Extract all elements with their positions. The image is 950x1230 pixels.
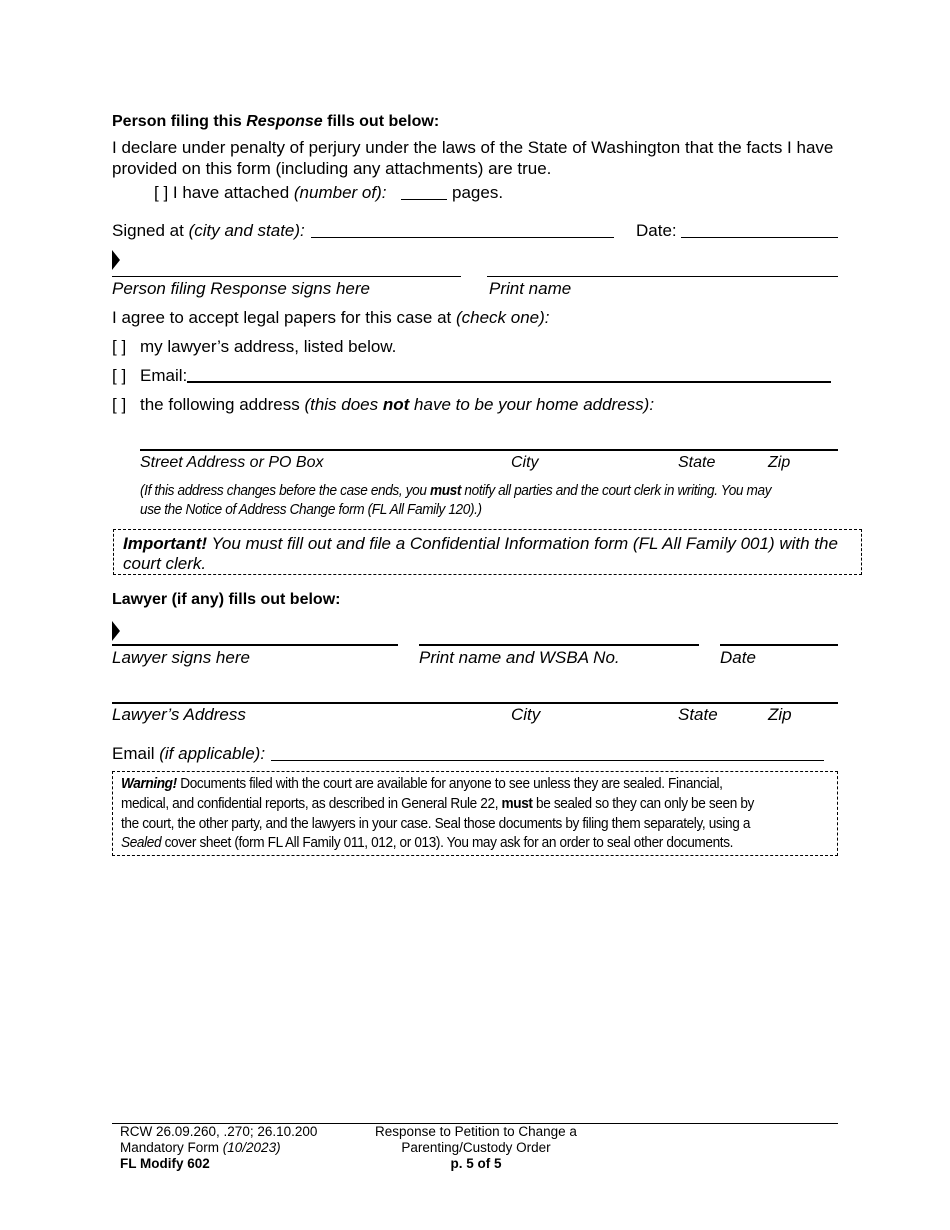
footer-title-line-1: Response to Petition to Change a bbox=[375, 1124, 577, 1139]
option-address-hint-not: not bbox=[382, 395, 410, 414]
lawyer-email-label bbox=[112, 743, 265, 764]
footer-page-number: p. 5 of 5 bbox=[450, 1156, 502, 1171]
warning-line-3: the court, the other party, and the lawyers in your case. Seal those documents by filing them separately, using a bbox=[121, 816, 751, 832]
warning-line-1 bbox=[121, 775, 723, 794]
option-address-hint-a: (this does bbox=[304, 395, 383, 414]
state-label: State bbox=[678, 454, 716, 471]
attached-hint: (number of): bbox=[293, 183, 387, 202]
note-must: must bbox=[429, 483, 462, 499]
sign-here-arrow-icon bbox=[112, 250, 120, 270]
heading-response-word: Response bbox=[246, 113, 323, 130]
option-address-hint-c: have to be your home address): bbox=[409, 395, 655, 414]
option-email-checkbox[interactable]: [ ] bbox=[112, 366, 127, 385]
warning-sealed-word: Sealed bbox=[121, 835, 162, 851]
option-address-checkbox[interactable]: [ ] bbox=[112, 395, 127, 414]
option-lawyer-address-checkbox[interactable]: [ ] bbox=[112, 337, 127, 356]
zip-label: Zip bbox=[768, 454, 791, 471]
lawyer-print-name-label: Print name and WSBA No. bbox=[419, 648, 620, 667]
warning-label: Warning! bbox=[121, 776, 177, 792]
lawyer-signature-field[interactable] bbox=[112, 644, 398, 646]
option-email-label: Email: bbox=[140, 366, 188, 385]
option-lawyer-address-label: my lawyer’s address, listed below. bbox=[140, 337, 397, 356]
warning-text-2c: be sealed so they can only be seen by bbox=[532, 796, 754, 812]
important-label: Important! bbox=[123, 534, 208, 553]
attached-pages-suffix: pages. bbox=[452, 183, 504, 202]
important-notice-line-2: court clerk. bbox=[123, 554, 207, 573]
city-label: City bbox=[511, 454, 539, 471]
lawyer-email-text: Email bbox=[112, 744, 160, 763]
note-text-c: notify all parties and the court clerk in writing. You may bbox=[461, 483, 772, 499]
option-email-field[interactable] bbox=[187, 381, 831, 383]
lawyer-city-label: City bbox=[511, 705, 541, 724]
heading-text: Person filing this bbox=[112, 113, 247, 130]
footer-mandatory-date: (10/2023) bbox=[222, 1140, 281, 1155]
lawyer-email-field[interactable] bbox=[271, 760, 824, 761]
attached-label: I have attached bbox=[172, 183, 294, 202]
person-signature-field[interactable] bbox=[112, 276, 461, 277]
date-field[interactable] bbox=[681, 237, 838, 238]
lawyer-signs-here-label: Lawyer signs here bbox=[112, 648, 250, 667]
person-section-heading bbox=[112, 112, 439, 132]
warning-text-4b: cover sheet (form FL All Family 011, 012, or 013). You may ask for an order to seal other documents. bbox=[161, 835, 734, 851]
mailing-address-field[interactable] bbox=[140, 449, 838, 451]
signed-at-label bbox=[112, 220, 305, 241]
heading-text-end: fills out below: bbox=[322, 113, 440, 130]
lawyer-email-hint: (if applicable): bbox=[159, 744, 266, 763]
important-notice-line-1 bbox=[123, 533, 838, 554]
address-change-note-line-1 bbox=[140, 482, 771, 501]
footer-title-line-2: Parenting/Custody Order bbox=[401, 1140, 551, 1155]
accept-intro-text: I agree to accept legal papers for this case at bbox=[112, 308, 456, 327]
warning-must: must bbox=[501, 796, 533, 812]
important-text: You must fill out and file a Confidential Information form (FL All Family 001) with the bbox=[207, 534, 838, 553]
footer-mandatory-text: Mandatory Form bbox=[120, 1140, 223, 1155]
warning-text-1: Documents filed with the court are available for anyone to see unless they are sealed. Financial, bbox=[176, 776, 723, 792]
attached-checkbox[interactable]: [ ] bbox=[154, 183, 169, 202]
signed-at-text: Signed at bbox=[112, 221, 189, 240]
option-address-text: the following address bbox=[140, 395, 305, 414]
lawyer-section-heading: Lawyer (if any) fills out below: bbox=[112, 591, 341, 608]
warning-line-2 bbox=[121, 795, 754, 814]
note-text-a: (If this address changes before the case ends, you bbox=[140, 483, 430, 499]
date-label: Date: bbox=[636, 221, 677, 240]
footer-form-id: FL Modify 602 bbox=[120, 1156, 210, 1171]
lawyer-date-label: Date bbox=[720, 648, 756, 667]
person-print-name-label: Print name bbox=[489, 279, 572, 298]
footer-rcw: RCW 26.09.260, .270; 26.10.200 bbox=[120, 1124, 318, 1139]
lawyer-print-name-field[interactable] bbox=[419, 644, 699, 646]
signed-at-field[interactable] bbox=[311, 237, 614, 238]
person-signs-here-label: Person filing Response signs here bbox=[112, 279, 370, 298]
declaration-line-1: I declare under penalty of perjury under the laws of the State of Washington that the facts I have bbox=[112, 138, 834, 157]
signed-at-hint: (city and state): bbox=[188, 221, 305, 240]
lawyer-address-label: Lawyer’s Address bbox=[112, 705, 246, 724]
footer-mandatory-form bbox=[120, 1140, 281, 1156]
warning-line-4 bbox=[121, 834, 733, 853]
pages-count-field[interactable] bbox=[401, 199, 447, 200]
person-print-name-field[interactable] bbox=[487, 276, 838, 277]
accept-intro-hint: (check one): bbox=[455, 308, 550, 327]
address-change-note-line-2: use the Notice of Address Change form (FL All Family 120).) bbox=[140, 502, 482, 518]
accept-papers-intro bbox=[112, 307, 550, 328]
attached-pages-row bbox=[154, 182, 386, 203]
lawyer-date-field[interactable] bbox=[720, 644, 838, 646]
option-address-label bbox=[140, 394, 654, 415]
warning-text-2a: medical, and confidential reports, as described in General Rule 22, bbox=[121, 796, 502, 812]
street-address-label: Street Address or PO Box bbox=[140, 454, 324, 471]
lawyer-sign-here-arrow-icon bbox=[112, 621, 120, 641]
lawyer-state-label: State bbox=[678, 705, 718, 724]
lawyer-zip-label: Zip bbox=[768, 705, 792, 724]
declaration-line-2: provided on this form (including any attachments) are true. bbox=[112, 159, 552, 178]
